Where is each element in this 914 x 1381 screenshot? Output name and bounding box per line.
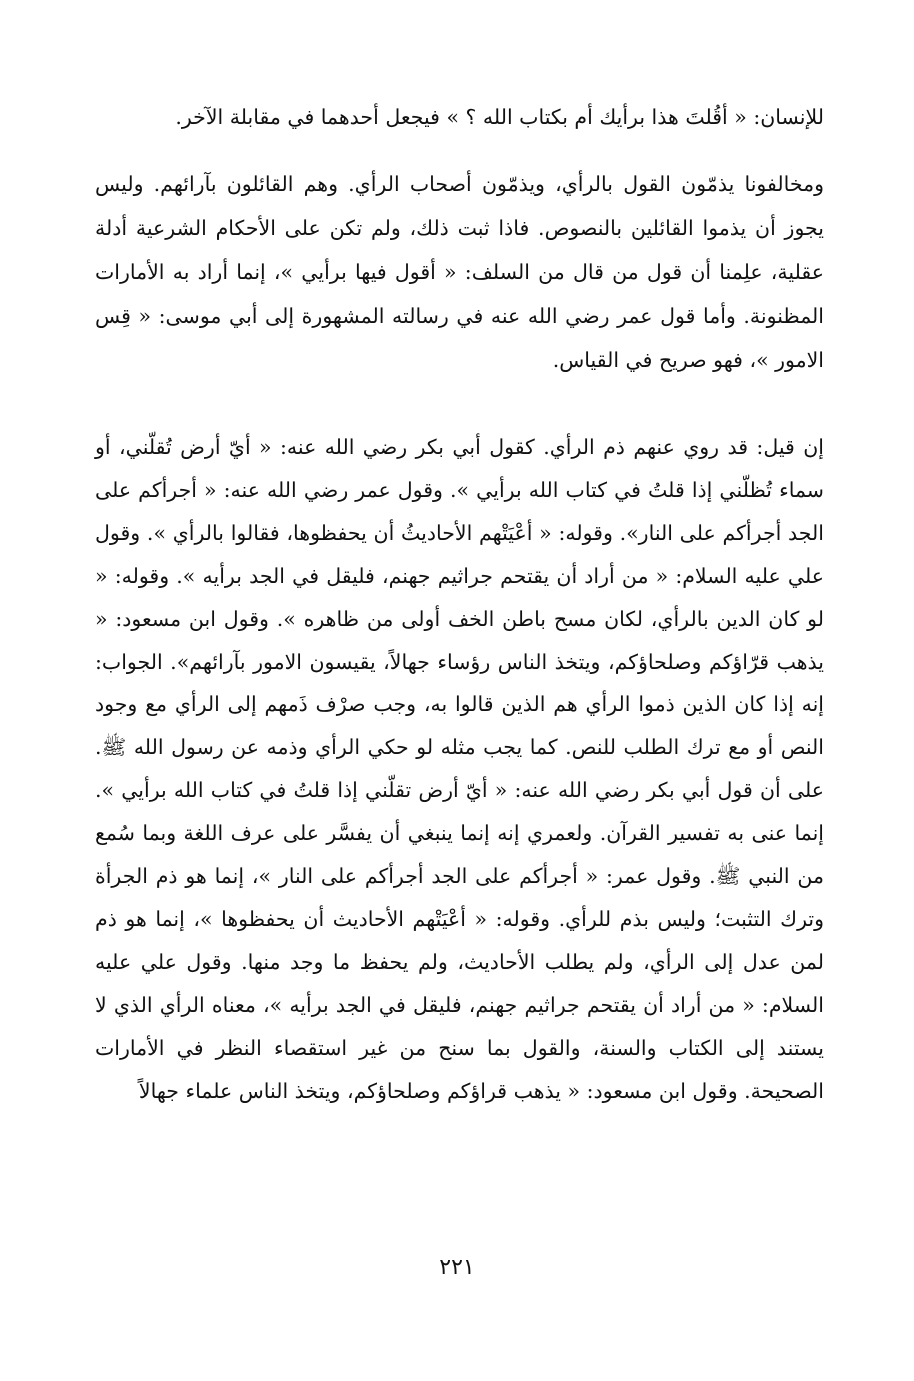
page-number: ٢٢١ [439,1255,475,1280]
paragraph-continuation: للإنسان: « أقُلتَ هذا برأيك أم بكتاب الله ؟ » فيجعل أحدهما في مقابلة الآخر. [175,105,824,129]
paragraph-opponents-on-opinion: ومخالفونا يذمّون القول بالرأي، ويذمّون أصحاب الرأي. وهم القائلون بآرائهم. وليس يجوز أن يذموا القائلين بالنصوص. فاذا ثبت ذلك، ولم تكن على الأحكام الشرعية أدلة عقلية، علِمنا أن قول من قال من السلف: « أقول فيها برأيي »، إنما أراد به الأمارات المظنونة. وأما قول عمر رضي الله عنه في رسالته المشهورة إلى أبي موسى: « قِس الامور »، فهو صريح في القياس. [95,172,824,372]
paragraph-objection-and-answer: إن قيل: قد روي عنهم ذم الرأي. كقول أبي بكر رضي الله عنه: « أيّ أرض تُقلّني، أو سماء تُظلّني إذا قلتُ في كتاب الله برأيي ». وقول عمر رضي الله عنه: « أجرأكم على الجد أجرأكم على النار». وقوله: « أعْيَتْهم الأحاديثُ أن يحفظوها، فقالوا بالرأي ». وقول علي عليه السلام: « من أراد أن يقتحم جراثيم جهنم، فليقل في الجد برأيه ». وقوله: « لو كان الدين بالرأي، لكان مسح باطن الخف أولى من ظاهره ». وقول ابن مسعود: « يذهب قرّاؤكم وصلحاؤكم، ويتخذ الناس رؤساء جهالاً، يقيسون الامور بآرائهم». الجواب: إنه إذا كان الذين ذموا الرأي هم الذين قالوا به، وجب صرْف ذَمهم إلى الرأي مع وجود النص أو مع ترك الطلب للنص. كما يجب مثله لو حكي الرأي وذمه عن رسول الله ﷺ. على أن قول أبي بكر رضي الله عنه: « أيّ أرض تقلّني إذا قلتُ في كتاب الله برأيي ». إنما عنى به تفسير القرآن. ولعمري إنه إنما ينبغي أن يفسَّر على عرف اللغة وبما سُمع من النبي ﷺ. وقول عمر: « أجرأكم على الجد أجرأكم على النار »، إنما هو ذم الجرأة وترك التثبت؛ وليس بذم للرأي. وقوله: « أعْيَتْهم الأحاديث أن يحفظوها »، إنما هو ذم لمن عدل إلى الرأي، ولم يطلب الأحاديث، ولم يحفظ ما وجد منها. وقول علي عليه السلام: « من أراد أن يقتحم جراثيم جهنم، فليقل في الجد برأيه »، معناه الرأي الذي لا يستند إلى الكتاب والسنة، والقول بما سنح من غير استقصاء النظر في الأمارات الصحيحة. وقول ابن مسعود: « يذهب قراؤكم وصلحاؤكم، ويتخذ الناس علماء جهالاً [95,435,824,1103]
